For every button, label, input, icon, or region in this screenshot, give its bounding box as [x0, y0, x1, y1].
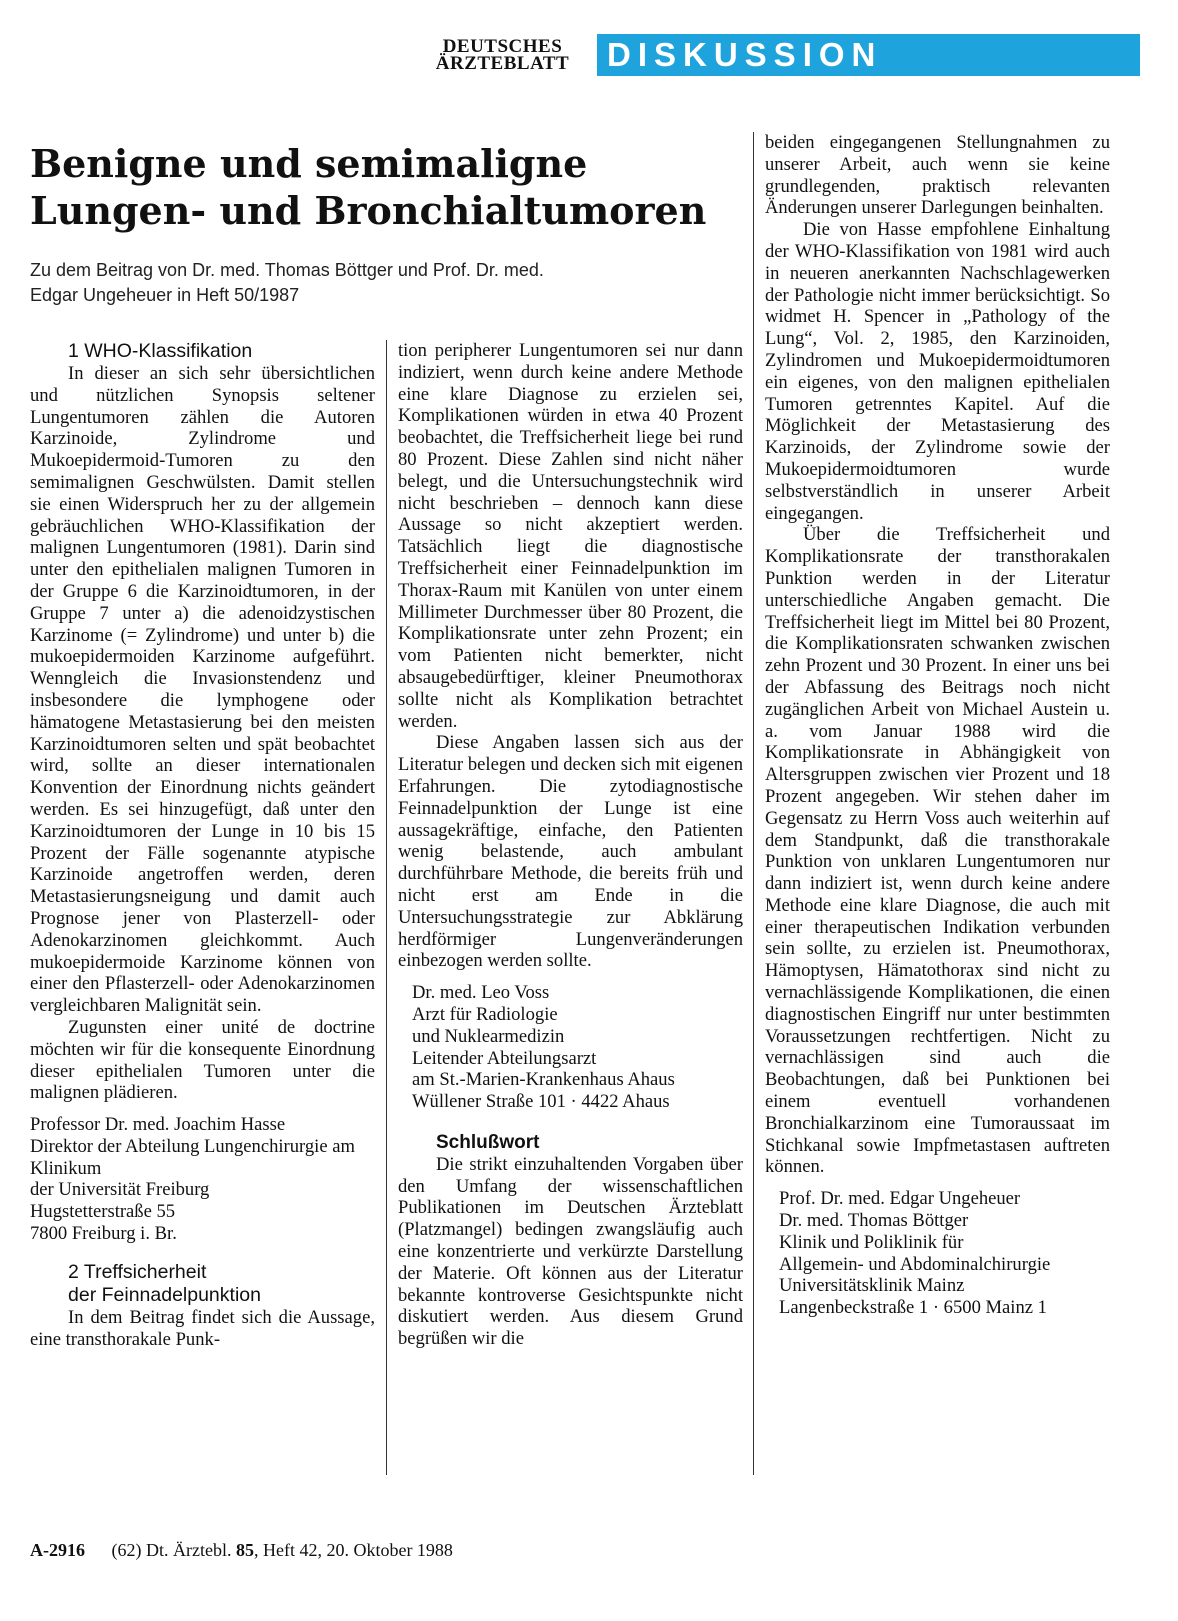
heading-line: der Feinnadelpunktion [68, 1283, 261, 1306]
citation-prefix: (62) Dt. Ärztebl. [111, 1540, 232, 1560]
column-1 [30, 340, 375, 1350]
column-3 [765, 132, 1110, 1319]
author-signature [30, 1114, 375, 1245]
author-signature [779, 1188, 1110, 1319]
signature-line: am St.-Marien-Krankenhaus Ahaus [412, 1069, 675, 1091]
paragraph: Die von Hasse empfohlene Einhaltung der WHO-Klassifikation von 1981 wird auch in neueren anerkannten Nachschlagewerken der Pathologie nicht immer berücksichtigt. So widmet H. Spencer in „Pathology of the Lung“, Vol. 2, 1985, den Karzinoiden, Zylindromen und Mukoepidermoidtumoren ein eigenes, von den malignen epithelialen Tumoren getrenntes Kapitel. Auf die Möglichkeit der Metastasierung des Karzinoids, der Zylindrome sowie der Mukoepidermoidtumoren wurde selbstverständlich in unserer Arbeit eingegangen. [765, 219, 1110, 524]
signature-line: Prof. Dr. med. Edgar Ungeheuer [779, 1188, 1021, 1210]
signature-line: Direktor der Abteilung Lungenchirurgie am Klinikum [30, 1135, 355, 1179]
signature-line: und Nuklearmedizin [412, 1025, 565, 1047]
paragraph: Die strikt einzuhaltenden Vorgaben über den Umfang der wissenschaftlichen Publikationen im Deutschen Ärzteblatt (Platzmangel) bedingen zwangsläufig auch eine konzentrierte und verkürzte Darstellung der Materie. Oft können aus der Literatur bekannte kontroverse Gesichtspunkte nicht diskutiert werden. Aus diesem Grund begrüßen wir die [398, 1153, 743, 1350]
signature-line: Professor Dr. med. Joachim Hasse [30, 1114, 286, 1136]
article-subtitle: Zu dem Beitrag von Dr. med. Thomas Böttger und Prof. Dr. med. Edgar Ungeheuer in Heft 50/1987 [30, 260, 544, 305]
column-divider [753, 132, 754, 1475]
section-rubric: DISKUSSION [597, 34, 1140, 76]
paragraph: Diese Angaben lassen sich aus der Literatur belegen und decken sich mit eigenen Erfahrungen. Die zytodiagnostische Feinnadelpunktion der Lunge ist eine aussagekräftige, einfache, den Patienten wenig belastende, auch ambulant durchführbare Methode, die bereits früh und nicht erst am Ende in die Untersuchungsstrategie zur Abklärung herdförmiger Lungenveränderungen einbezogen werden sollte. [398, 732, 743, 972]
signature-line: Arzt für Radiologie [412, 1003, 558, 1025]
journal-logo [415, 38, 590, 72]
heading-line: 2 Treffsicherheit [68, 1260, 207, 1283]
article-title: Benigne und semimaligne Lungen- und Bronchialtumoren [30, 141, 707, 233]
logo-line-2: ÄRZTEBLATT [435, 53, 570, 74]
column-divider [386, 340, 387, 1475]
column-2 [398, 340, 743, 1350]
citation-suffix: , Heft 42, 20. Oktober 1988 [253, 1540, 453, 1560]
signature-line: Dr. med. Leo Voss [412, 982, 550, 1004]
signature-line: Leitender Abteilungsarzt [412, 1047, 597, 1069]
paragraph: tion peripherer Lungentumoren sei nur dann indiziert, wenn durch keine andere Methode eine klare Diagnose zu erzielen sei, Komplikationen würden in etwa 40 Prozent beobachtet, die Treffsicherheit liege bei rund 80 Prozent. Diese Zahlen sind nicht näher belegt, und die Untersuchungstechnik wird nicht beschrieben – dennoch kann diese Aussage so nicht akzeptiert werden. Tatsächlich liegt die diagnostische Treffsicherheit einer Feinnadelpunktion im Thorax-Raum mit Kanülen von unter einem Millimeter Durchmesser über 80 Prozent, die Komplikationsrate unter zehn Prozent; ein vom Patienten nicht bemerkter, nicht absaugebedürftiger, kleiner Pneumothorax sollte nicht als Komplikation betrachtet werden. [398, 340, 743, 732]
signature-line: 7800 Freiburg i. Br. [30, 1223, 177, 1245]
signature-line: Hugstetterstraße 55 [30, 1201, 176, 1223]
paragraph: In dieser an sich sehr übersichtlichen und nützlichen Synopsis seltener Lungentumoren zählen die Autoren Karzinoide, Zylindrome und Mukoepidermoid-Tumoren zu den semimalignen Geschwülsten. Damit stellen sie einen Widerspruch her zu der allgemein gebräuchlichen WHO-Klassifikation der malignen Lungentumoren (1981). Darin sind unter den epithelialen malignen Tumoren in der Gruppe 6 die Karzinoidtumoren, in der Gruppe 7 unter a) die adenoidzystischen Karzinome (= Zylindrome) und unter b) die mukoepidermoiden Karzinome aufgeführt. Wenngleich die Invasionstendenz und insbesondere die lymphogene oder hämatogene Metastasierung bei den meisten Karzinoidtumoren selten und spät beobachtet wird, sollte an dieser internationalen Konvention der Einordnung nichts geändert werden. Es sei hinzugefügt, daß unter den Karzinoidtumoren der Lunge in 10 bis 15 Prozent der Fälle sogenannte atypische Karzinoide angetroffen werden, deren Metastasierungsneigung und damit auch Prognose jener von Plasterzell- oder Adenokarzinomen gleichkommt. Auch mukoepidermoide Karzinome können von einer den Pflasterzell- oder Adenokarzinomen vergleichbaren Malignität sein. [30, 363, 375, 1017]
page-footer [30, 1540, 453, 1561]
section-heading: 1 WHO-Klassifikation [68, 340, 253, 362]
section-heading [68, 1261, 375, 1307]
signature-line: Wüllener Straße 101 · 4422 Ahaus [412, 1091, 670, 1113]
citation-volume: 85 [235, 1540, 254, 1560]
signature-line: Universitätsklinik Mainz [779, 1275, 965, 1297]
signature-line: Allgemein- und Abdominalchirurgie [779, 1253, 1051, 1275]
paragraph: Über die Treffsicherheit und Komplikationsrate der transthorakalen Punktion werden in der Literatur unterschiedliche Angaben gemacht. Die Treffsicherheit liegt im Mittel bei 80 Prozent, die Komplikationsraten schwanken zwischen zehn Prozent und 30 Prozent. In einer uns bei der Abfassung des Beitrags noch nicht zugänglichen Arbeit von Michael Austein u. a. vom Januar 1988 wird die Komplikationsrate in Abhängigkeit von Altersgruppen zwischen vier Prozent und 18 Prozent angegeben. Wir stehen daher im Gegensatz zu Herrn Voss auch weiterhin auf dem Standpunkt, daß die transthorakale Punktion von unklaren Lungentumoren nur dann indiziert ist, wenn durch keine andere Methode eine klare Diagnose, die auch mit einer therapeutischen Indikation verbunden sein sollte, zu erzielen ist. Pneumothorax, Hämoptysen, Hämatothorax sind nicht zu vernachlässigende Komplikationen, die einen diagnostischen Eingriff nur unter bestimmten Voraussetzungen rechtfertigen. Nicht zu vernachlässigen sind auch die Beobachtungen, daß bei Punktionen bei einem eventuell vorhandenen Bronchialkarzinom eine Tumoraussaat im Stichkanal sowie Impfmetastasen auftreten können. [765, 524, 1110, 1178]
author-signature [412, 982, 743, 1113]
masthead [415, 34, 1140, 76]
signature-line: Dr. med. Thomas Böttger [779, 1210, 969, 1232]
signature-line: Langenbeckstraße 1 · 6500 Mainz 1 [779, 1297, 1047, 1319]
logo-line-1: DEUTSCHES [442, 36, 563, 57]
signature-line: der Universität Freiburg [30, 1179, 210, 1201]
section-heading: Schlußwort [436, 1131, 540, 1153]
page-number: A-2916 [30, 1540, 85, 1560]
signature-line: Klinik und Poliklinik für [779, 1231, 964, 1253]
paragraph: In dem Beitrag findet sich die Aussage, eine transthorakale Punk- [30, 1306, 375, 1350]
paragraph: beiden eingegangenen Stellungnahmen zu unserer Arbeit, auch wenn sie keine grundlegenden, praktisch relevanten Änderungen unserer Darlegungen beinhalten. [765, 132, 1110, 219]
paragraph: Zugunsten einer unité de doctrine möchten wir für die konsequente Einordnung dieser epithelialen Tumoren unter die malignen plädieren. [30, 1016, 375, 1104]
